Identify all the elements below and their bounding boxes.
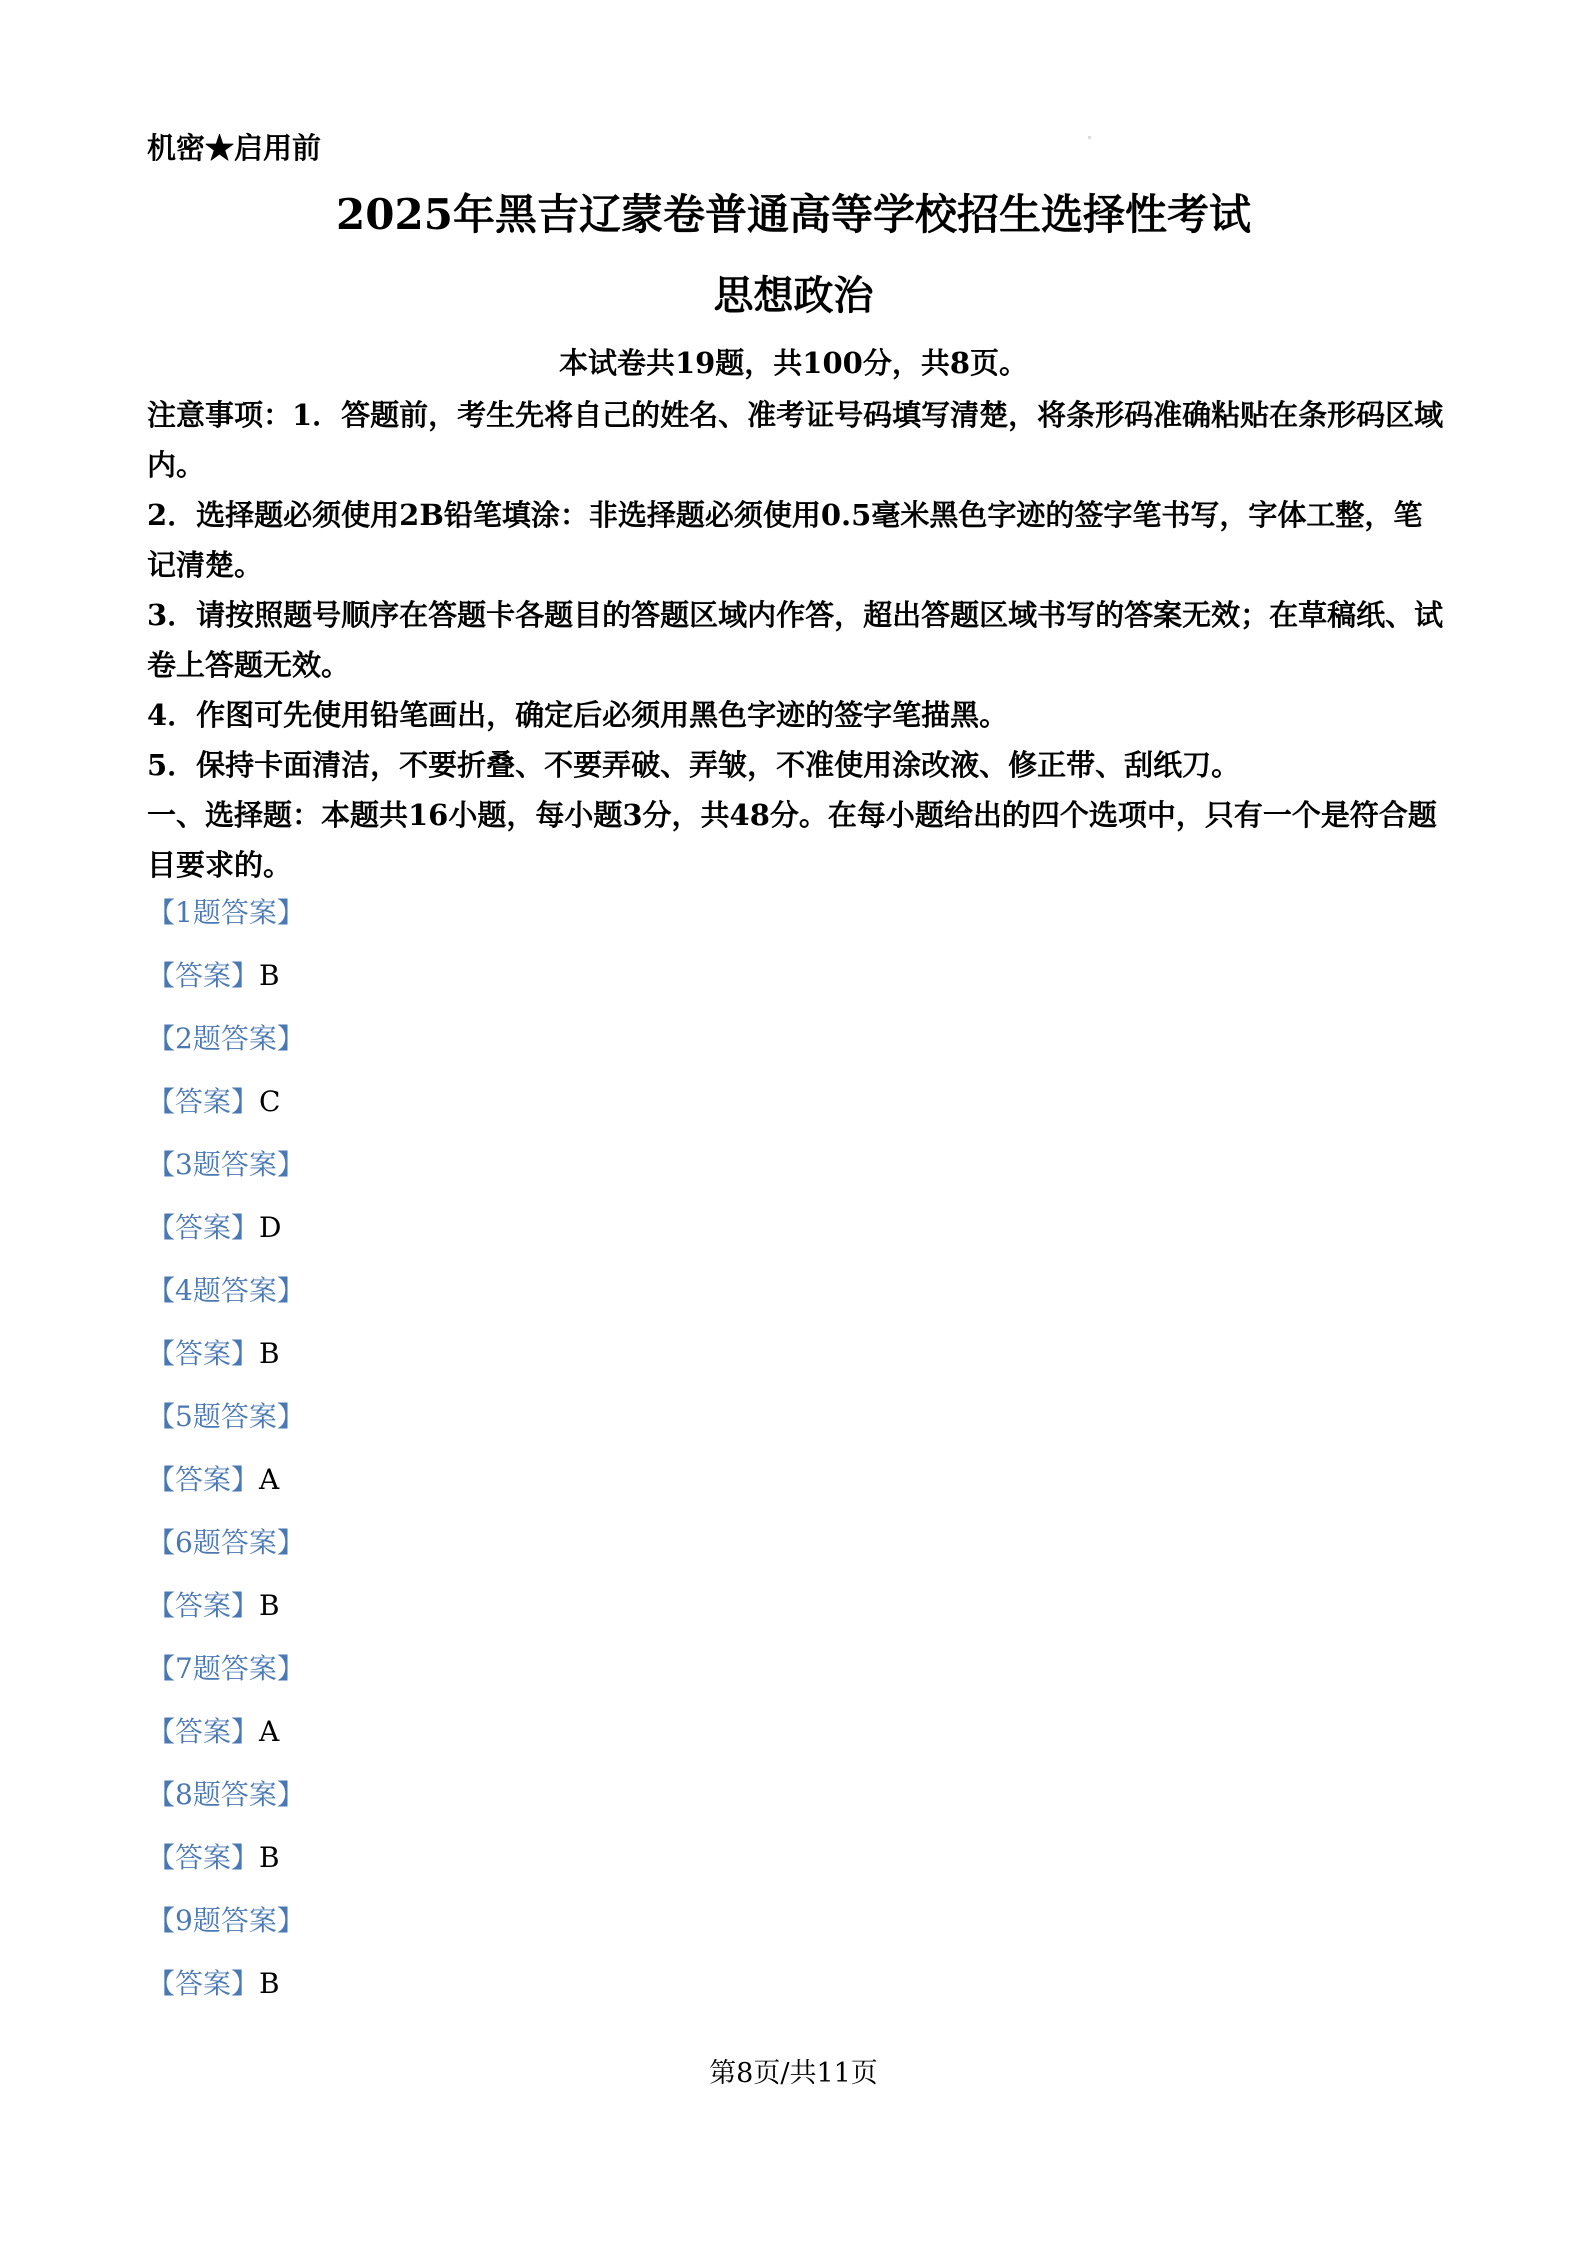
question-label-row	[147, 1271, 747, 1334]
answer-value: B	[259, 1337, 280, 1370]
question-label-row	[147, 1649, 747, 1712]
answer-label: 【答案】	[147, 1589, 260, 1622]
answer-row	[147, 1712, 747, 1775]
answer-value: B	[259, 1967, 280, 2000]
answer-value: A	[259, 1715, 280, 1748]
answer-row	[147, 1838, 747, 1901]
answer-list	[147, 893, 747, 2027]
question-label: 【4题答案】	[147, 1274, 305, 1307]
answer-label: 【答案】	[147, 1337, 260, 1370]
question-label-row	[147, 1019, 747, 1082]
answer-row	[147, 1460, 747, 1523]
answer-value: B	[259, 1589, 280, 1622]
answer-value: B	[259, 959, 280, 992]
question-label-row	[147, 1523, 747, 1586]
question-label: 【2题答案】	[147, 1022, 305, 1055]
note-3: 3．请按照题号顺序在答题卡各题目的答题区域内作答，超出答题区域书写的答案无效；在草稿纸、试卷上答题无效。	[147, 598, 1444, 682]
exam-title: 2025年黑吉辽蒙卷普通高等学校招生选择性考试	[336, 190, 1251, 239]
note-4: 4．作图可先使用铅笔画出，确定后必须用黑色字迹的签字笔描黑。	[147, 698, 1009, 732]
question-label-row	[147, 1397, 747, 1460]
answer-label: 【答案】	[147, 1841, 260, 1874]
answer-row	[147, 1082, 747, 1145]
answer-label: 【答案】	[147, 959, 260, 992]
question-label: 【9题答案】	[147, 1904, 305, 1937]
question-label-row	[147, 1901, 747, 1964]
answer-label: 【答案】	[147, 1967, 260, 2000]
question-label: 【6题答案】	[147, 1526, 305, 1559]
subject-title: 思想政治	[713, 272, 874, 319]
question-label-row	[147, 893, 747, 956]
answer-value: C	[259, 1085, 281, 1118]
page-footer: 第8页/共11页	[709, 2058, 878, 2089]
section-heading: 一、选择题：本题共16小题，每小题3分，共48分。在每小题给出的四个选项中，只有一个是符合题目要求的。	[147, 798, 1437, 882]
note-1: 注意事项：1．答题前，考生先将自己的姓名、准考证号码填写清楚，将条形码准确粘贴在条形码区域内。	[147, 398, 1444, 482]
answer-label: 【答案】	[147, 1085, 260, 1118]
note-2: 2．选择题必须使用2B铅笔填涂：非选择题必须使用0.5毫米黑色字迹的签字笔书写，字体工整，笔记清楚。	[147, 498, 1423, 582]
secret-label: 机密★启用前	[147, 131, 322, 165]
answer-value: A	[259, 1463, 280, 1496]
answer-value: B	[259, 1841, 280, 1874]
question-label-row	[147, 1145, 747, 1208]
exam-info: 本试卷共19题，共100分，共8页。	[558, 346, 1029, 380]
answer-label: 【答案】	[147, 1463, 260, 1496]
answer-label: 【答案】	[147, 1715, 260, 1748]
scan-dot	[1088, 136, 1091, 139]
question-label-row	[147, 1775, 747, 1838]
note-5: 5．保持卡面清洁，不要折叠、不要弄破、弄皱，不准使用涂改液、修正带、刮纸刀。	[147, 748, 1241, 782]
question-label: 【5题答案】	[147, 1400, 305, 1433]
answer-value: D	[259, 1211, 282, 1244]
instructions	[147, 390, 1447, 890]
answer-label: 【答案】	[147, 1211, 260, 1244]
question-label: 【8题答案】	[147, 1778, 305, 1811]
answer-row	[147, 1586, 747, 1649]
question-label: 【7题答案】	[147, 1652, 305, 1685]
answer-row	[147, 1208, 747, 1271]
answer-row	[147, 956, 747, 1019]
answer-row	[147, 1334, 747, 1397]
answer-row	[147, 1964, 747, 2027]
question-label: 【3题答案】	[147, 1148, 305, 1181]
question-label: 【1题答案】	[147, 896, 305, 929]
